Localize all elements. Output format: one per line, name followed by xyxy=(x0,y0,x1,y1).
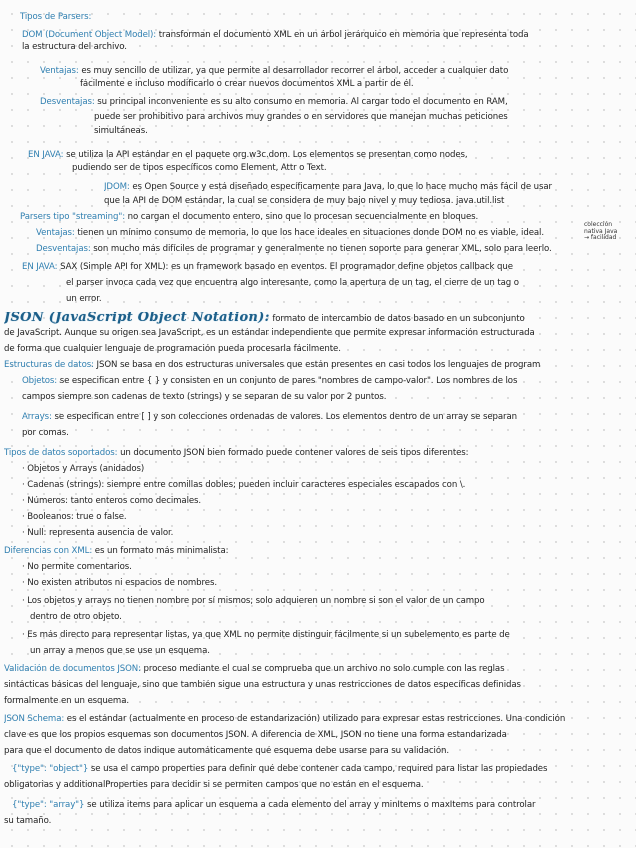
note-line xyxy=(4,714,632,725)
note-line xyxy=(4,312,632,325)
note-text: es Open Source y está diseñado específicamente para Java, lo que lo hace mucho más fácil de usar xyxy=(129,182,552,192)
note-line xyxy=(22,562,632,573)
note-line xyxy=(20,212,632,223)
note-text: SAX (Simple API for XML): es un framework basado en eventos. El programador define objetos callback que xyxy=(57,262,513,272)
note-line xyxy=(4,696,632,707)
note-text: de forma que cualquier lenguaje de programación pueda procesarla fácilmente. xyxy=(4,344,341,354)
note-line xyxy=(12,764,632,775)
note-line xyxy=(94,112,632,123)
note-heading: Diferencias con XML: xyxy=(4,546,93,556)
note-text: se especifican entre [ ] y son colecciones ordenadas de valores. Los elementos dentro de un array se separan xyxy=(51,412,517,422)
note-text: · No permite comentarios. xyxy=(22,562,132,572)
note-text: · Cadenas (strings): siempre entre comillas dobles; pueden incluir caracteres especiales escapados con \. xyxy=(22,480,466,490)
margin-annotation-line: → facilidad xyxy=(584,234,617,241)
note-text: fácilmente e incluso modificarlo o crear nuevos documentos XML a partir de él. xyxy=(80,79,414,89)
note-heading: Desventajas: xyxy=(40,97,95,107)
note-line xyxy=(12,800,632,811)
note-text: · Null: representa ausencia de valor. xyxy=(22,528,174,538)
note-text: es el estándar (actualmente en proceso de estandarización) utilizado para expresar estas restricciones. Una condición xyxy=(64,714,566,724)
note-text: un array a menos que se use un esquema. xyxy=(30,646,210,656)
note-heading: Desventajas: xyxy=(36,244,91,254)
note-line xyxy=(22,412,632,423)
note-heading: EN JAVA: xyxy=(28,150,64,160)
note-line xyxy=(36,244,632,255)
margin-annotation-line: colección xyxy=(584,221,613,228)
note-heading: DOM (Document Object Model): xyxy=(22,30,157,40)
note-line xyxy=(22,480,632,491)
note-heading: Objetos: xyxy=(22,376,58,386)
note-text: formalmente en un esquema. xyxy=(4,696,129,706)
note-line xyxy=(30,612,632,623)
note-line xyxy=(4,680,632,691)
note-text: se utiliza la API estándar en el paquete org.w3c.dom. Los elementos se presentan como nodes, xyxy=(63,150,468,160)
note-text: puede ser prohibitivo para archivos muy grandes o en servidores que manejan muchas peticiones xyxy=(94,112,508,122)
note-heading: JDOM: xyxy=(104,182,130,192)
note-line xyxy=(40,66,632,77)
note-text: que la API de DOM estándar, la cual se considera de muy bajo nivel y muy tediosa. java.util.list xyxy=(104,196,505,206)
note-line xyxy=(4,816,632,827)
note-line xyxy=(4,780,632,791)
note-text: dentro de otro objeto. xyxy=(30,612,122,622)
note-text: obligatorias y additionalProperties para decidir si se permiten campos que no están en el esquema. xyxy=(4,780,424,790)
note-text: es muy sencillo de utilizar, ya que permite al desarrollador recorrer el árbol, acceder a cualquier dato xyxy=(78,66,509,76)
note-heading: JSON Schema: xyxy=(4,714,65,724)
note-text: son mucho más difíciles de programar y generalmente no tienen soporte para generar XML, solo para leerlo. xyxy=(90,244,552,254)
note-text: su tamaño. xyxy=(4,816,52,826)
note-line xyxy=(66,294,632,305)
note-text: el parser invoca cada vez que encuentra algo interesante, como la apertura de un tag, el cierre de un tag o xyxy=(66,278,519,288)
note-line xyxy=(36,228,632,239)
note-text: un error. xyxy=(66,294,102,304)
note-text: proceso mediante el cual se comprueba que un archivo no solo cumple con las reglas xyxy=(140,664,505,674)
note-heading: Parsers tipo "streaming": xyxy=(20,212,126,222)
note-text: la estructura del archivo. xyxy=(22,42,127,52)
note-line xyxy=(30,646,632,657)
note-line xyxy=(80,79,632,90)
note-heading: Tipos de datos soportados: xyxy=(4,448,118,458)
note-line xyxy=(22,428,632,439)
note-line xyxy=(104,182,632,193)
note-text: · Objetos y Arrays (anidados) xyxy=(22,464,145,474)
note-line xyxy=(28,150,632,161)
note-line xyxy=(4,664,632,675)
note-heading: Arrays: xyxy=(22,412,52,422)
note-heading: Ventajas: xyxy=(40,66,79,76)
note-text: pudiendo ser de tipos específicos como Element, Attr o Text. xyxy=(72,163,327,173)
note-text: formato de intercambio de datos basado en un subconjunto xyxy=(269,314,525,324)
note-text: no cargan el documento entero, sino que lo procesan secuencialmente en bloques. xyxy=(125,212,479,222)
note-line xyxy=(4,360,632,371)
note-text: JSON se basa en dos estructuras universales que están presentes en casi todos los lenguajes de program xyxy=(93,360,541,370)
note-line xyxy=(94,126,632,137)
note-heading: EN JAVA: xyxy=(22,262,58,272)
note-line xyxy=(22,464,632,475)
note-heading: {"type": "object"} xyxy=(12,764,89,774)
note-line xyxy=(22,392,632,403)
note-line xyxy=(4,344,632,355)
note-line xyxy=(4,546,632,557)
note-line xyxy=(72,163,632,174)
note-line xyxy=(22,630,632,641)
note-text: transforman el documento XML en un árbol jerárquico en memoria que representa toda xyxy=(156,30,529,40)
note-heading: {"type": "array"} xyxy=(12,800,85,810)
note-text: simultáneas. xyxy=(94,126,148,136)
note-text: · Es más directo para representar listas, ya que XML no permite distinguir fácilmente si un subelemento es parte de xyxy=(22,630,510,640)
note-text: · Los objetos y arrays no tienen nombre por sí mismos; solo adquieren un nombre si son el valor de un campo xyxy=(22,596,485,606)
note-line xyxy=(22,528,632,539)
note-line xyxy=(4,328,632,339)
note-line xyxy=(22,596,632,607)
note-heading: Validación de documentos JSON: xyxy=(4,664,141,674)
note-line xyxy=(4,730,632,741)
note-text: se especifican entre { } y consisten en un conjunto de pares "nombres de campo-valor". Los nombres de los xyxy=(57,376,518,386)
note-heading: Tipos de Parsers: xyxy=(20,12,92,22)
note-text: se utiliza items para aplicar un esquema a cada elemento del array y minItems o maxItems para controlar xyxy=(84,800,536,810)
note-heading: Ventajas: xyxy=(36,228,75,238)
note-text: un documento JSON bien formado puede contener valores de seis tipos diferentes: xyxy=(117,448,469,458)
note-line xyxy=(4,746,632,757)
note-heading: JSON (JavaScript Object Notation): xyxy=(4,312,270,325)
note-line xyxy=(22,496,632,507)
note-heading: Estructuras de datos: xyxy=(4,360,94,370)
note-line xyxy=(22,376,632,387)
note-text: campos siempre son cadenas de texto (strings) y se separan de su valor por 2 puntos. xyxy=(22,392,387,402)
note-line xyxy=(4,448,632,459)
margin-annotation-line: nativa Java xyxy=(584,227,618,235)
note-text: · Booleanos: true o false. xyxy=(22,512,127,522)
note-text: es un formato más minimalista: xyxy=(92,546,229,556)
note-text: para que el documento de datos indique automáticamente qué esquema debe usarse para su validación. xyxy=(4,746,449,756)
note-text: sintácticas básicas del lenguaje, sino que también sigue una estructura y unas restricciones de datos específicas definidas xyxy=(4,680,521,690)
note-text: por comas. xyxy=(22,428,69,438)
note-text: clave es que los propios esquemas son documentos JSON. A diferencia de XML, JSON no tiene una forma estandarizada xyxy=(4,730,507,740)
note-line xyxy=(22,262,632,273)
note-text: tienen un mínimo consumo de memoria, lo que los hace ideales en situaciones donde DOM no es viable, ideal. xyxy=(74,228,544,238)
note-line xyxy=(40,97,632,108)
note-line xyxy=(22,30,632,41)
note-line xyxy=(20,12,632,23)
note-text: · No existen atributos ni espacios de nombres. xyxy=(22,578,217,588)
note-text: su principal inconveniente es su alto consumo en memoria. Al cargar todo el documento en RAM, xyxy=(94,97,508,107)
note-line xyxy=(22,578,632,589)
note-line xyxy=(66,278,632,289)
note-line xyxy=(22,512,632,523)
note-text: · Números: tanto enteros como decimales. xyxy=(22,496,202,506)
margin-annotation xyxy=(584,222,617,242)
note-text: de JavaScript. Aunque su origen sea JavaScript, es un estándar independiente que permite expresar información estructurada xyxy=(4,328,535,338)
note-line xyxy=(104,196,632,207)
note-line xyxy=(22,42,632,53)
note-text: se usa el campo properties para definir qué debe contener cada campo, required para listar las propiedades xyxy=(88,764,548,774)
